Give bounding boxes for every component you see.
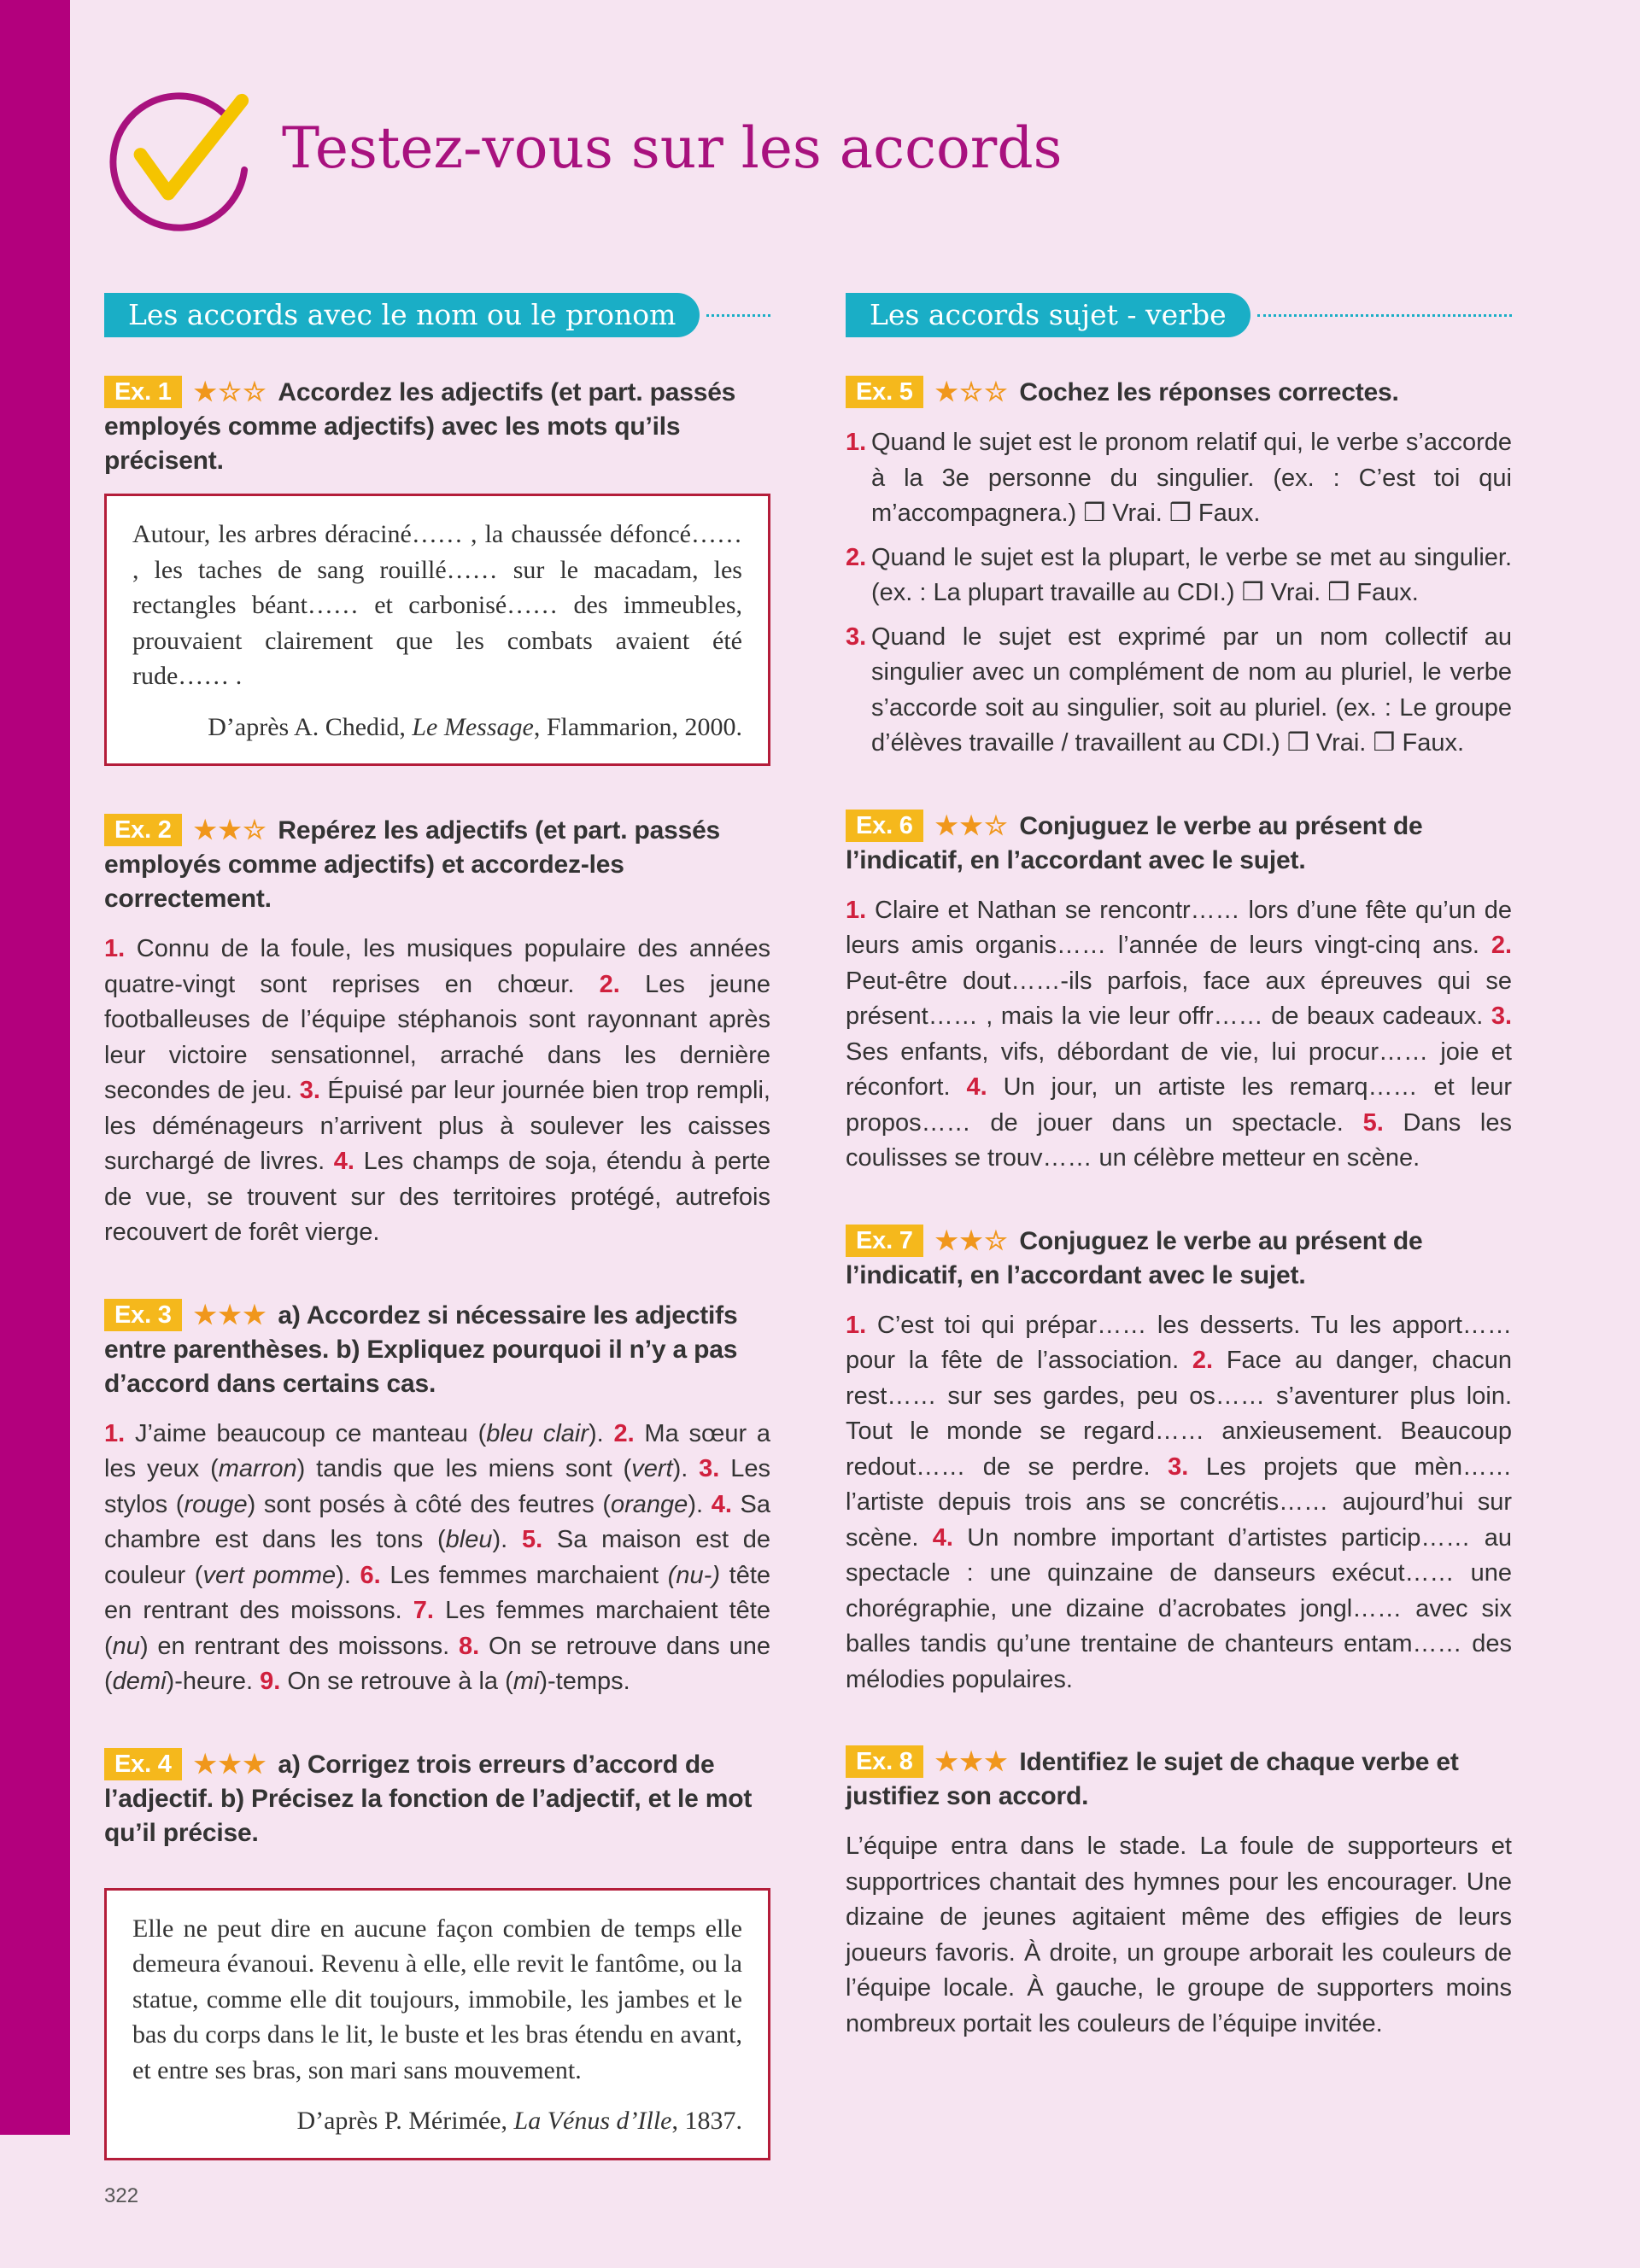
quote-text: Elle ne peut dire en aucune façon combien de temps elle demeura évanoui. Revenu à elle, elle revit le fantôme, ou la statue, comme elle dit toujours, immobile, les jambes et le bas du corps dans le lit, le buste et les bras étendu en avant, et entre ses bras, son mari sans mouvement. xyxy=(132,1914,742,2084)
exercise-title xyxy=(846,810,1512,878)
page-spine-bar xyxy=(0,0,70,2135)
exercise-badge: Ex. 1 xyxy=(104,376,182,408)
exercise-8 xyxy=(846,1745,1512,2042)
exercise-instruction: Conjuguez le verbe au présent de l’indicatif, en l’accordant avec le sujet. xyxy=(846,1226,1423,1289)
exercise-3 xyxy=(104,1299,770,1700)
exercise-body: 1. Claire et Nathan se rencontr…… lors d’une fête qu’un de leurs amis organis…… l’année de leurs vingt-cinq ans. 2. Peut-être dout……-ils parfois, face aux épreuves qui se présent…… , mais la vie leur offr…… de beaux cadeaux. 3. Ses enfants, vifs, débordant de vie, lui procur…… joie et réconfort. 4. Un jour, un artiste les remarq…… et leur propos…… de jouer dans un spectacle. 5. Dans les coulisses se trouv…… un célèbre metteur en scène. xyxy=(846,896,1513,1172)
difficulty-stars-icon: ★★★ xyxy=(934,1748,1010,1776)
section-pill: Les accords avec le nom ou le pronom xyxy=(104,293,700,337)
difficulty-stars-icon: ★★★ xyxy=(193,1750,268,1779)
difficulty-stars-icon: ★★☆ xyxy=(193,816,268,845)
exercise-badge: Ex. 8 xyxy=(846,1745,923,1778)
exercise-instruction: Cochez les réponses correctes. xyxy=(1019,378,1399,406)
difficulty-stars-icon: ★☆☆ xyxy=(934,378,1010,406)
exercise-badge: Ex. 6 xyxy=(846,810,923,842)
right-column xyxy=(846,292,1512,2090)
list-item: 2. Quand le sujet est la plupart, le verbe se met au singulier. (ex. : La plupart travaille au CDI.) ❒ Vrai. ❒ Faux. xyxy=(846,543,1512,606)
difficulty-stars-icon: ★★☆ xyxy=(934,811,1010,840)
section-header-sujet-verbe xyxy=(846,292,1512,338)
difficulty-stars-icon: ★☆☆ xyxy=(193,378,268,406)
exercise-7 xyxy=(846,1225,1512,1698)
quote-source: D’après P. Mérimée, La Vénus d’Ille, 1837. xyxy=(296,2107,742,2135)
quote-box xyxy=(104,494,770,766)
quote-box xyxy=(104,1888,770,2160)
exercise-title xyxy=(104,1299,770,1401)
exercise-badge: Ex. 5 xyxy=(846,376,923,408)
section-dotted-rule xyxy=(1257,314,1512,317)
exercise-title xyxy=(104,376,770,478)
page-number: 322 xyxy=(104,2184,139,2207)
exercise-title xyxy=(104,1748,770,1850)
exercise-1 xyxy=(104,376,770,766)
exercise-body xyxy=(846,425,1512,762)
exercise-title xyxy=(104,814,770,916)
difficulty-stars-icon: ★★☆ xyxy=(934,1226,1010,1255)
left-column xyxy=(104,292,770,2208)
difficulty-stars-icon: ★★★ xyxy=(193,1301,268,1330)
exercise-body xyxy=(846,1829,1512,2042)
exercise-5 xyxy=(846,376,1512,762)
list-item: 3. Quand le sujet est exprimé par un nom collectif au singulier avec un complément de nom au pluriel, le verbe s’accorde soit au singulier, soit au pluriel. (ex. : Le groupe d’élèves travaille / travaillent au CDI.) ❒ Vrai. ❒ Faux. xyxy=(846,623,1512,757)
exercise-body: 1. J’aime beaucoup ce manteau (bleu clair). 2. Ma sœur a les yeux (marron) tandis que les miens sont (vert). 3. Les stylos (rouge) sont posés à côté des feutres (orange). 4. Sa chambre est dans les tons (bleu). 5. Sa maison est de couleur (vert pomme). 6. Les femmes marchaient (nu-) tête en rentrant des moissons. 7. Les femmes marchaient tête (nu) en rentrant des moissons. 8. On se retrouve dans une (demi)-heure. 9. On se retrouve à la (mi)-temps. xyxy=(104,1419,771,1695)
exercise-text: L’équipe entra dans le stade. La foule de supporteurs et supportrices chantait des hymnes pour les encourager. Une dizaine de jeunes agitaient même des effigies de leurs joueurs favoris. À droite, un groupe arborait les couleurs de l’équipe locale. À gauche, le groupe de supporters moins nombreux portait les couleurs de l’équipe invitée. xyxy=(846,1833,1512,2037)
exercise-instruction: Accordez les adjectifs (et part. passés employés comme adjectifs) avec les mots qu’ils précisent. xyxy=(104,378,736,475)
exercise-badge: Ex. 7 xyxy=(846,1225,923,1257)
exercise-badge: Ex. 3 xyxy=(104,1299,182,1331)
section-pill: Les accords sujet - verbe xyxy=(846,293,1250,337)
exercise-4 xyxy=(104,1748,770,2160)
exercise-instruction: Conjuguez le verbe au présent de l’indicatif, en l’accordant avec le sujet. xyxy=(846,811,1423,874)
exercise-badge: Ex. 2 xyxy=(104,814,182,846)
exercise-body: 1. Connu de la foule, les musiques populaire des années quatre-vingt sont reprises en chœur. 2. Les jeune footballeuses de l’équipe stéphanois sont rayonnant après leur victoire sensationnel, arraché dans les dernière secondes de jeu. 3. Épuisé par leur journée bien trop rempli, les déménageurs n’arrivent plus à soulever les caisses surchargé de livres. 4. Les champs de soja, étendu à perte de vue, se trouvent sur des territoires protégé, autrefois recouvert de forêt vierge. xyxy=(104,935,771,1246)
exercise-badge: Ex. 4 xyxy=(104,1748,182,1780)
exercise-title xyxy=(846,1745,1512,1814)
exercise-title xyxy=(846,376,1512,410)
checkmark-icon xyxy=(102,85,255,237)
page-title: Testez-vous sur les accords xyxy=(282,115,1063,181)
exercise-instruction: Identifiez le sujet de chaque verbe et justifiez son accord. xyxy=(846,1748,1459,1810)
exercise-body: 1. C’est toi qui prépar…… les desserts. Tu les apport…… pour la fête de l’association. 2. Face au danger, chacun rest…… sur ses gardes, peu os…… s’aventurer plus loin. Tout le monde se regard…… anxieusement. Beaucoup redout…… de se perdre. 3. Les projets que mèn…… l’artiste depuis trois ans se concrétis…… aujourd’hui sur scène. 4. Un nombre important d’artistes particip…… au spectacle : une quinzaine de danseurs exécut…… une chorégraphie, une dizaine d’acrobates jongl…… avec six balles tandis qu’une trentaine de chanteurs entam…… des mélodies populaires. xyxy=(846,1311,1513,1693)
exercise-instruction: a) Corrigez trois erreurs d’accord de l’adjectif. b) Précisez la fonction de l’adjectif, et le mot qu’il précise. xyxy=(104,1750,753,1847)
section-dotted-rule xyxy=(706,314,770,317)
quote-text: Autour, les arbres déraciné…… , la chaussée défoncé…… , les taches de sang rouillé…… sur le macadam, les rectangles béant…… et carbonisé…… des immeubles, prouvaient clairement que les combats avaient été rude…… . xyxy=(132,520,742,690)
section-header-nom xyxy=(104,292,770,338)
exercise-title xyxy=(846,1225,1512,1293)
exercise-6 xyxy=(846,810,1512,1177)
exercise-instruction: Repérez les adjectifs (et part. passés employés comme adjectifs) et accordez-les correctement. xyxy=(104,816,721,913)
quote-source: D’après A. Chedid, Le Message, Flammarion, 2000. xyxy=(208,712,742,741)
exercise-instruction: a) Accordez si nécessaire les adjectifs entre parenthèses. b) Expliquez pourquoi il n’y a pas d’accord dans certains cas. xyxy=(104,1301,738,1398)
exercise-2 xyxy=(104,814,770,1251)
list-item: 1. Quand le sujet est le pronom relatif qui, le verbe s’accorde à la 3e personne du singulier. (ex. : C’est toi qui m’accompagnera.) ❒ Vrai. ❒ Faux. xyxy=(846,429,1512,527)
